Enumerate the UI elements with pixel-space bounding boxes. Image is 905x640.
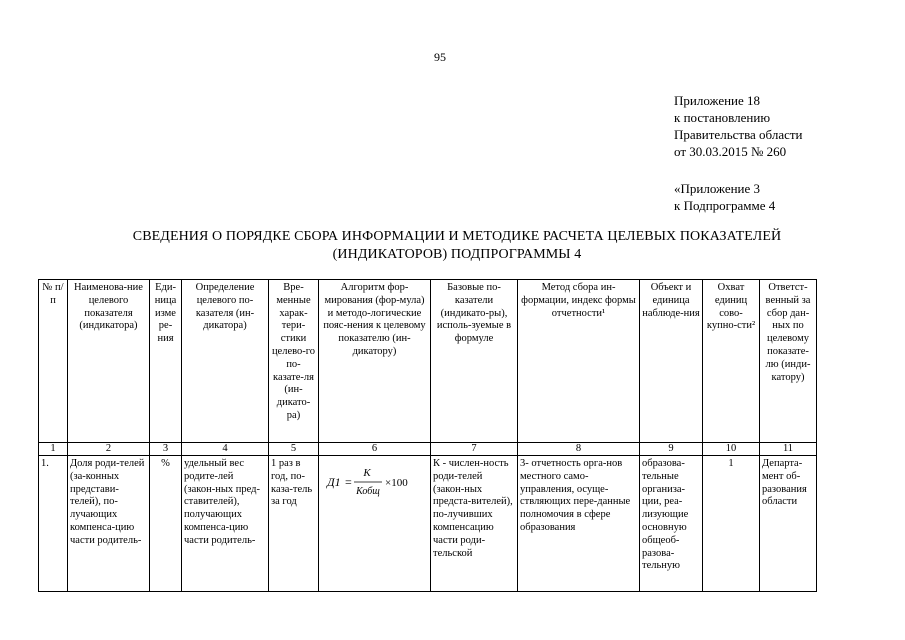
header-cell: Наименова-ние целевого показателя (индикатора) <box>68 280 150 443</box>
header-row <box>39 280 817 443</box>
coverage-cell: 1 <box>703 456 760 592</box>
formula-multiplier: ×100 <box>385 477 408 489</box>
formula-numerator: К <box>363 467 371 479</box>
header-cell: Охват единиц сово-купно-сти² <box>703 280 760 443</box>
annex-line: Приложение 18 <box>674 93 761 108</box>
column-number: 6 <box>319 443 431 456</box>
column-number: 2 <box>68 443 150 456</box>
continuation-line: «Приложение 3 <box>674 181 761 196</box>
column-number: 1 <box>39 443 68 456</box>
column-number: 9 <box>640 443 703 456</box>
column-number: 10 <box>703 443 760 456</box>
formula <box>325 464 425 500</box>
definition-cell: удельный вес родите-лей (закон-ных пред-ставителей), получающих компенса-цию части родитель- <box>182 456 269 592</box>
row-number: 1. <box>39 456 68 592</box>
column-number: 11 <box>760 443 817 456</box>
annex-line: от 30.03.2015 № 260 <box>674 144 787 159</box>
indicator-name: Доля роди-телей (за-конных представи-телей), по-лучающих компенса-цию части родитель- <box>68 456 150 592</box>
method-cell: 3- отчетность орга-нов местного само-управления, осуще-ствляющих пере-данные полномочия в сфере образования <box>518 456 640 592</box>
annex-line: к постановлению <box>674 110 771 125</box>
column-number: 3 <box>150 443 182 456</box>
header-cell: Еди-ница изме ре-ния <box>150 280 182 443</box>
base-indicators-cell: К - числен-ность роди-телей (закон-ных предста-вителей), по-лучивших компенсацию части роди-тельской <box>431 456 518 592</box>
column-number: 5 <box>269 443 319 456</box>
header-cell: № п/п <box>39 280 68 443</box>
column-number-row <box>39 443 817 456</box>
object-cell: образова-тельные организа-ции, реа-лизующие основную общеоб-разова-тельную <box>640 456 703 592</box>
continuation-line: к Подпрограмме 4 <box>674 198 776 213</box>
formula-lhs: Д1 <box>327 475 341 489</box>
title-line: СВЕДЕНИЯ О ПОРЯДКЕ СБОРА ИНФОРМАЦИИ И МЕТОДИКЕ РАСЧЕТА ЦЕЛЕВЫХ ПОКАЗАТЕЛЕЙ <box>132 229 782 244</box>
header-cell: Базовые по-казатели (индикато-ры), исполь-зуемые в формуле <box>431 280 518 443</box>
column-number: 8 <box>518 443 640 456</box>
header-cell: Метод сбора ин-формации, индекс формы отчетности¹ <box>518 280 640 443</box>
title-line: (ИНДИКАТОРОВ) ПОДПРОГРАММЫ 4 <box>332 247 582 262</box>
header-cell: Алгоритм фор-мирования (фор-мула) и методо-логические пояс-нения к целевому показателю (ин-дикатору) <box>319 280 431 443</box>
timing-cell: 1 раз в год, по-каза-тель за год <box>269 456 319 592</box>
document-title <box>60 228 854 264</box>
continuation-block <box>674 180 775 214</box>
page-number: 95 <box>434 50 446 64</box>
responsible-cell: Департа-мент об-разования области <box>760 456 817 592</box>
column-number: 4 <box>182 443 269 456</box>
formula-denominator: Кобщ <box>356 486 380 497</box>
column-number: 7 <box>431 443 518 456</box>
header-cell: Определение целевого по-казателя (ин-дикатора) <box>182 280 269 443</box>
header-cell: Вре-менные харак-тери-стики целево-го по-казате-ля (ин-дикато-ра) <box>269 280 319 443</box>
header-cell: Объект и единица наблюде-ния <box>640 280 703 443</box>
table-row <box>39 456 817 592</box>
header-cell: Ответст-венный за сбор дан-ных по целевому показате-лю (инди-катору) <box>760 280 817 443</box>
annex-line: Правительства области <box>674 127 803 142</box>
annex-block <box>674 92 803 160</box>
formula-cell <box>319 456 431 592</box>
formula-equals: = <box>345 475 352 489</box>
indicators-table <box>38 279 817 592</box>
unit-cell: % <box>150 456 182 592</box>
